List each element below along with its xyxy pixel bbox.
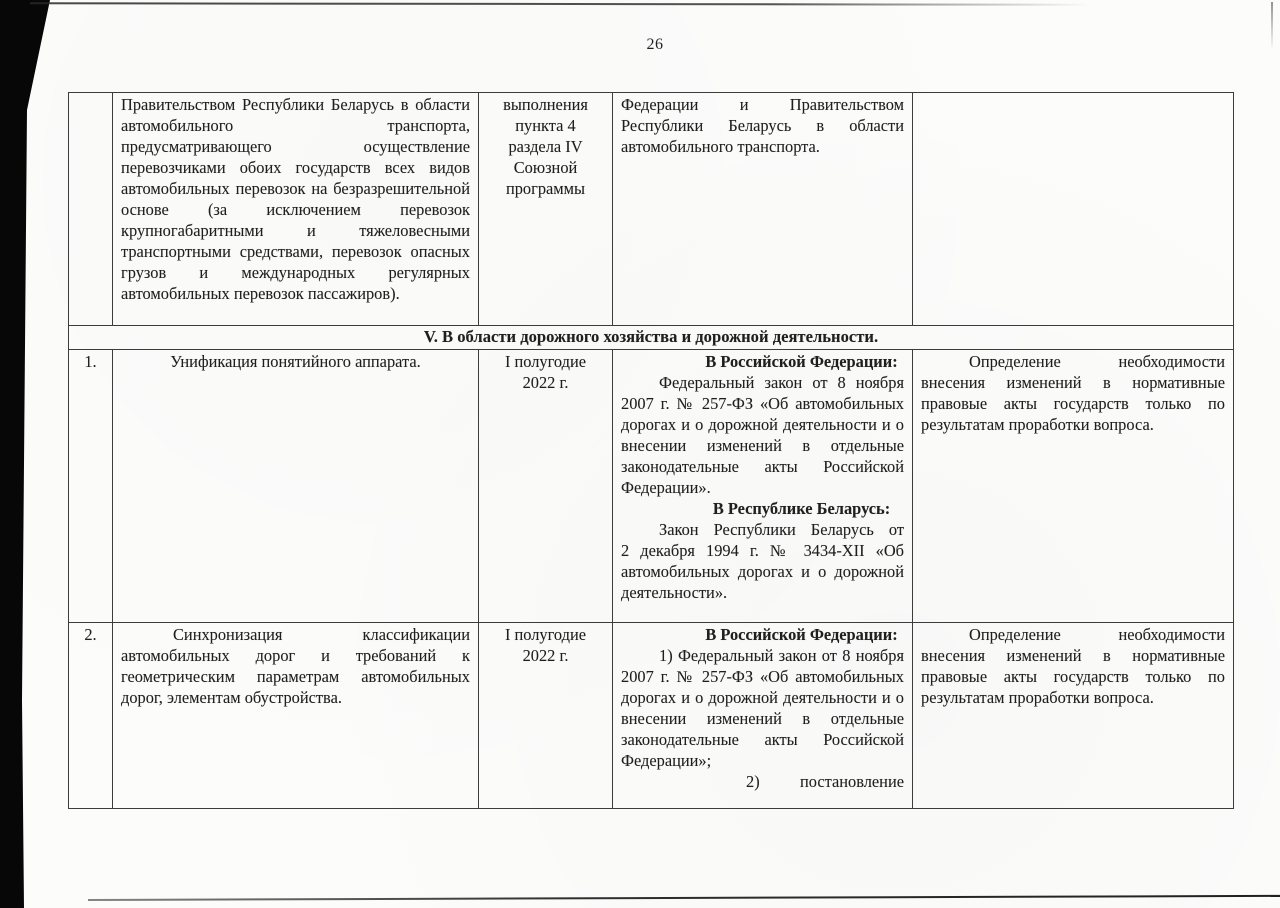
term-text: I полугодие 2022 г.: [504, 352, 587, 392]
section-header-row: [69, 326, 1234, 350]
cell-legal-basis: [613, 93, 913, 326]
note-text: Определение необходимости внесения изменений в нормативные правовые акты государств только по результатам проработки вопроса.: [921, 625, 1225, 707]
legal-basis-split-line: [621, 771, 904, 792]
term-text: I полугодие 2022 г.: [504, 625, 587, 665]
cell-term: [479, 93, 613, 326]
activities-table: [68, 92, 1234, 809]
legal-basis-country-header: В Российской Федерации:: [705, 625, 898, 644]
task-text: Правительством Республики Беларусь в области автомобильного транспорта, предусматривающего осуществление перевозчиками обоих государств всех видов автомобильных перевозок на безразрешительной основе (за исключением перевозок крупногабаритными и тяжеловесными транспортными средствами, перевозок опасных грузов и международных регулярных автомобильных перевозок пассажиров).: [121, 95, 470, 303]
cell-term: [479, 350, 613, 623]
cell-number: [69, 350, 113, 623]
table-row-continuation: [69, 93, 1234, 326]
scan-artifact-bottom-edge-line: [88, 895, 1280, 901]
cell-task: [113, 350, 479, 623]
table-row-1: [69, 350, 1234, 623]
cell-legal-basis: [613, 350, 913, 623]
row-number: 2.: [84, 625, 97, 644]
scan-artifact-top-edge-line: [30, 2, 1090, 5]
legal-basis-text: Федерации и Правительством Республики Беларусь в области автомобильного транспорта.: [621, 95, 904, 156]
cell-task: [113, 623, 479, 809]
note-text: Определение необходимости внесения изменений в нормативные правовые акты государств только по результатам проработки вопроса.: [921, 352, 1225, 434]
legal-basis-text: постановление: [799, 772, 904, 791]
cell-term: [479, 623, 613, 809]
term-text: выполнения пункта 4 раздела IV Союзной программы: [503, 95, 588, 198]
scan-artifact-left-edge: [0, 0, 56, 908]
legal-basis-text: Закон Республики Беларусь от 2 декабря 1994 г. № 3434-XII «Об автомобильных дорогах и о дорожной деятельности».: [621, 520, 904, 602]
legal-basis-text: 1) Федеральный закон от 8 ноября 2007 г. № 257-ФЗ «Об автомобильных дорогах и о дорожной деятельности и о внесении изменений в отдельные законодательные акты Российской Федерации»;: [621, 646, 904, 770]
table-row-2: [69, 623, 1234, 809]
cell-legal-basis: [613, 623, 913, 809]
task-text: Унификация понятийного аппарата.: [170, 352, 421, 371]
cell-number: [69, 623, 113, 809]
legal-basis-country-header: В Российской Федерации:: [705, 352, 898, 371]
page-number: 26: [646, 36, 664, 53]
legal-basis-text: Федеральный закон от 8 ноября 2007 г. № 257-ФЗ «Об автомобильных дорогах и о дорожной деятельности и о внесении изменений в отдельные законодательные акты Российской Федерации».: [621, 373, 904, 497]
cell-number: [69, 93, 113, 326]
cell-note: [913, 93, 1234, 326]
row-number: 1.: [84, 352, 97, 371]
list-marker: 2): [746, 772, 760, 791]
cell-task: [113, 93, 479, 326]
task-text: Синхронизация классификации автомобильных дорог и требований к геометрическим параметрам автомобильных дорог, элементам обустройства.: [121, 625, 470, 707]
section-header: V. В области дорожного хозяйства и дорожной деятельности.: [69, 326, 1234, 350]
legal-basis-country-header: В Республике Беларусь:: [712, 499, 891, 518]
cell-note: [913, 623, 1234, 809]
cell-note: [913, 350, 1234, 623]
